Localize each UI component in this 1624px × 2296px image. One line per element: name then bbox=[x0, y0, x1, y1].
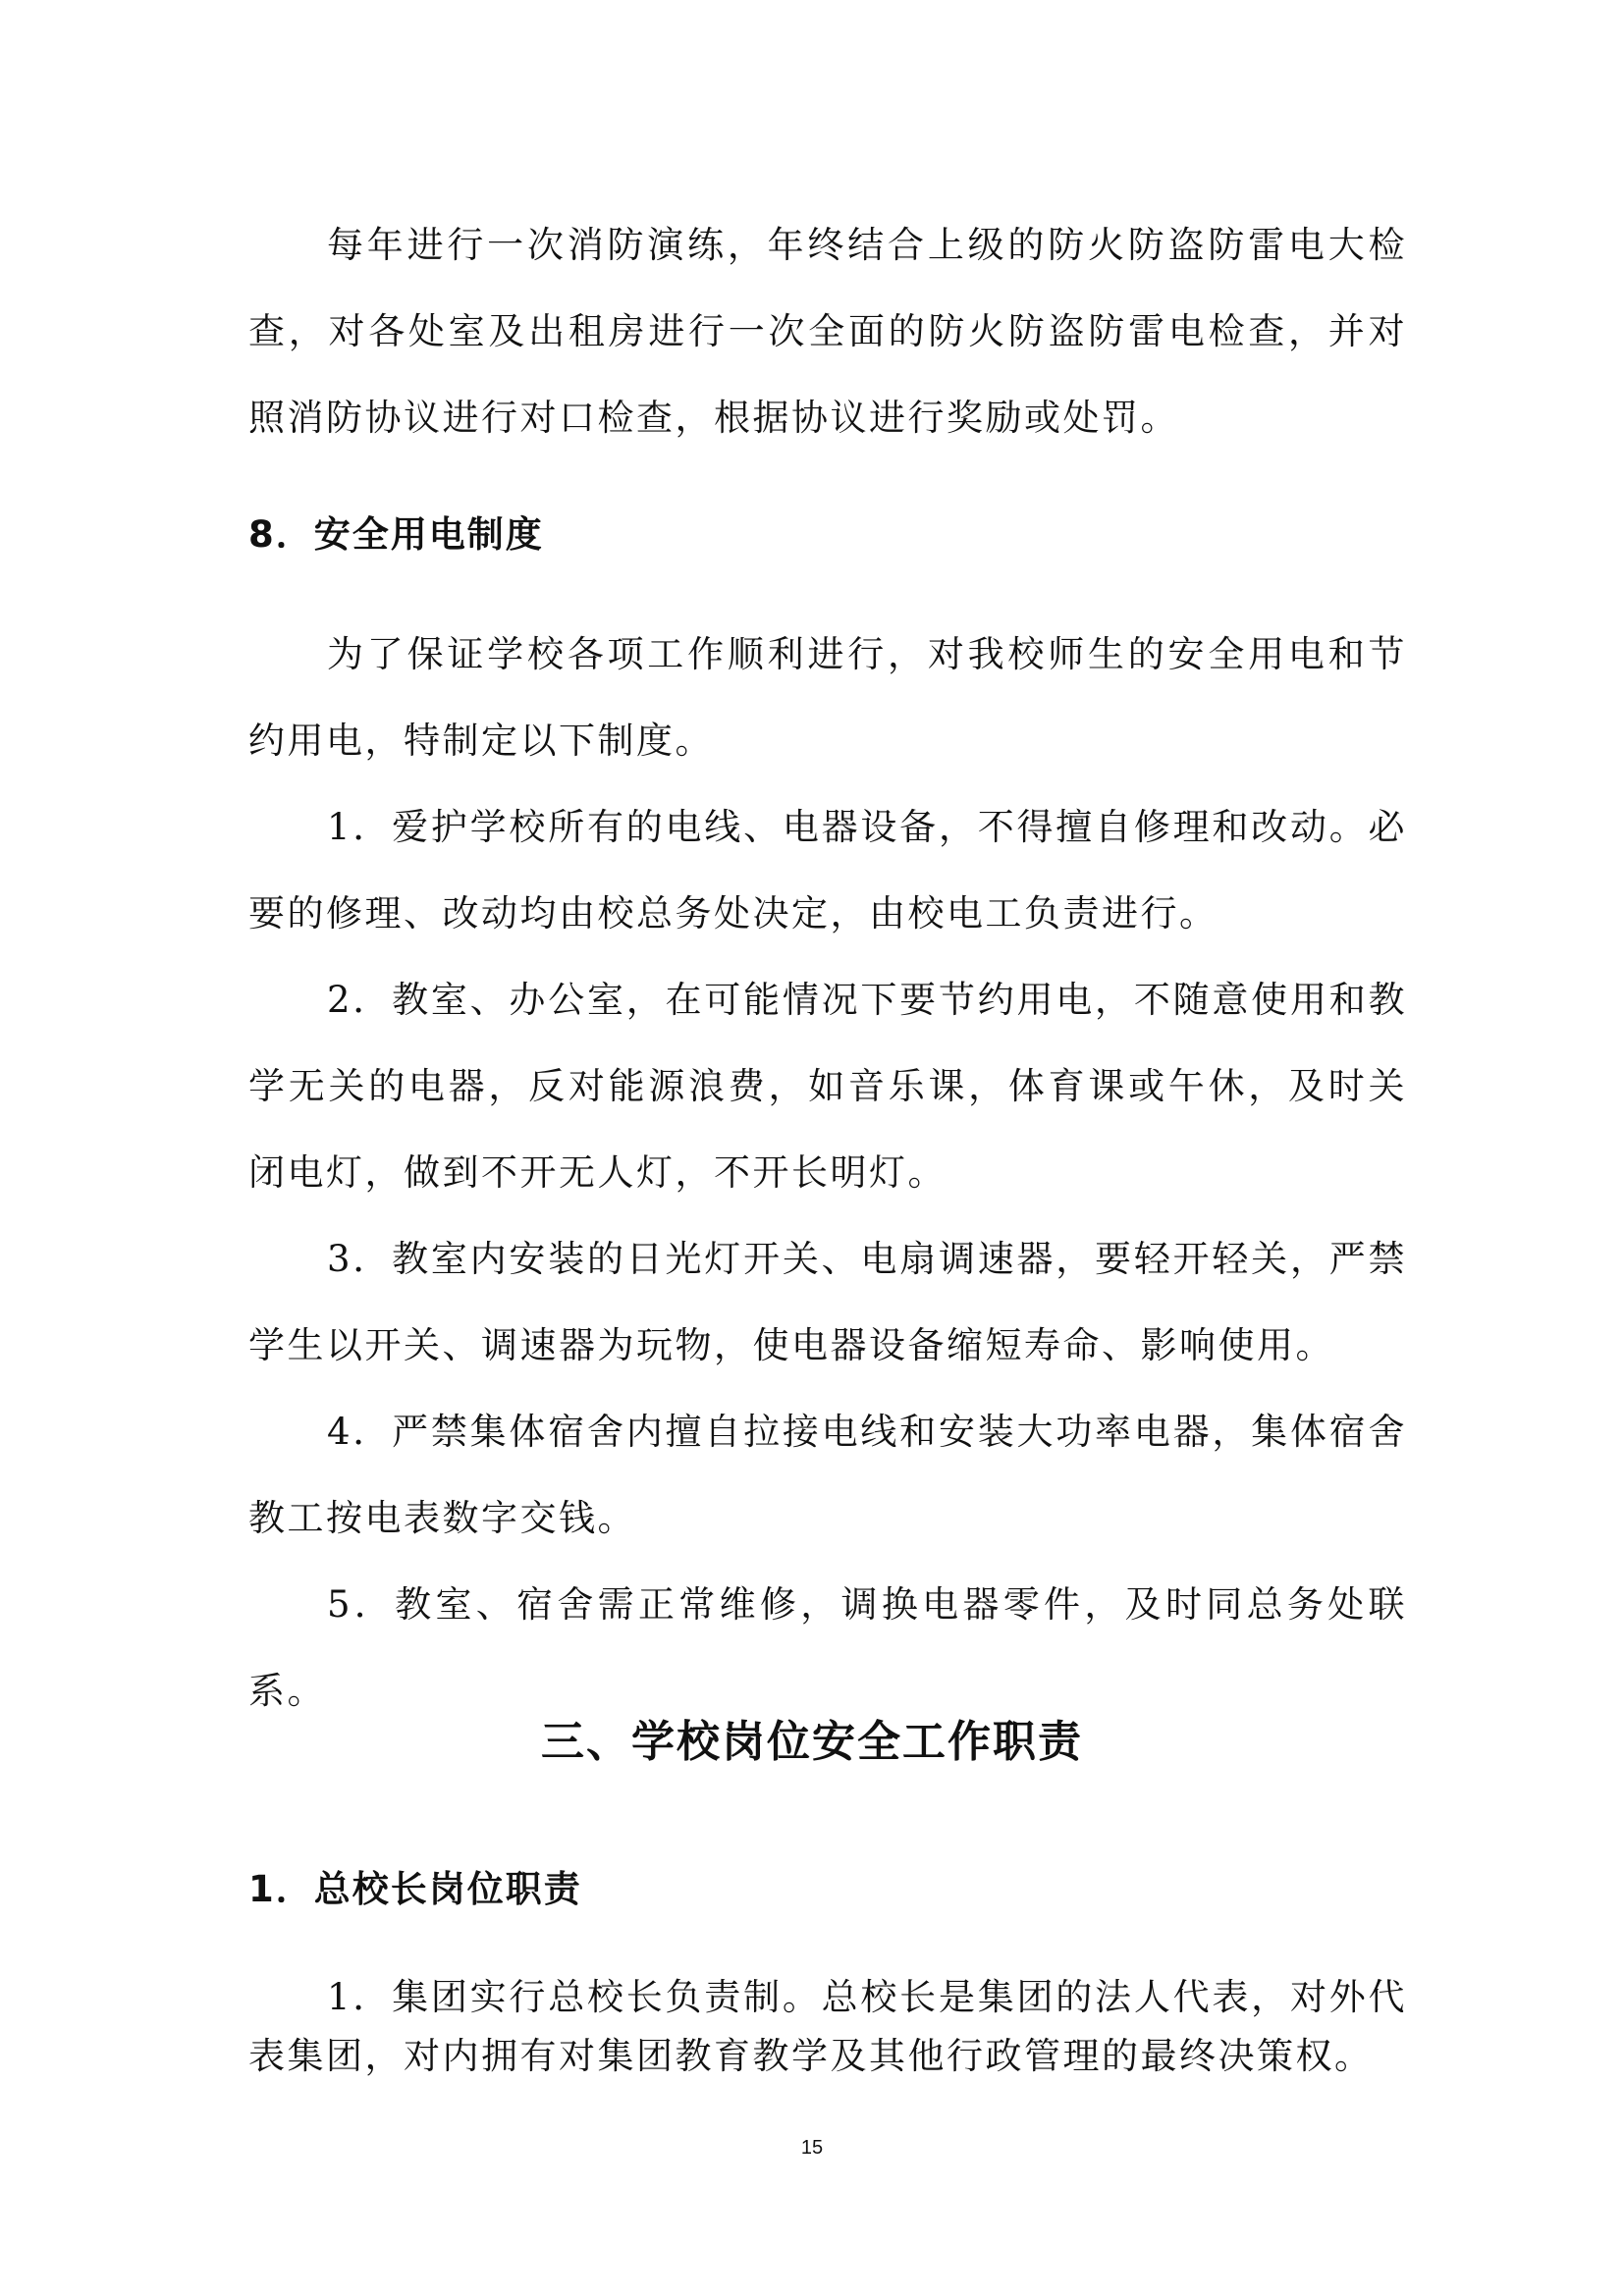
section-8-body bbox=[248, 612, 1407, 1735]
paragraph-fire-drill: 每年进行一次消防演练，年终结合上级的防火防盗防雷电大检查，对各处室及出租房进行一次全面的防火防盗防雷电检查，并对照消防协议进行对口检查，根据协议进行奖励或处罚。 bbox=[248, 224, 1407, 439]
subsection-heading-block bbox=[248, 1865, 1407, 1914]
subsection-heading: 1．总校长岗位职责 bbox=[248, 1868, 582, 1910]
subsection-body bbox=[248, 1968, 1407, 2086]
chapter-heading: 三、学校岗位安全工作职责 bbox=[541, 1717, 1083, 1767]
section-8-heading-block bbox=[248, 510, 1407, 560]
rule-item-5: 5．教室、宿舍需正常维修，调换电器零件，及时同总务处联系。 bbox=[248, 1583, 1407, 1712]
section-intro-paragraph: 为了保证学校各项工作顺利进行，对我校师生的安全用电和节约用电，特制定以下制度。 bbox=[248, 633, 1407, 762]
section-heading: 8．安全用电制度 bbox=[248, 513, 544, 556]
rule-item-1: 1．爱护学校所有的电线、电器设备，不得擅自修理和改动。必要的修理、改动均由校总务处决定，由校电工负责进行。 bbox=[248, 806, 1407, 934]
rule-item-2: 2．教室、办公室，在可能情况下要节约用电，不随意使用和教学无关的电器，反对能源浪费，如音乐课，体育课或午休，及时关闭电灯，做到不开无人灯，不开长明灯。 bbox=[248, 979, 1407, 1194]
continuation-block bbox=[248, 202, 1407, 461]
duty-item-1: 1．集团实行总校长负责制。总校长是集团的法人代表，对外代表集团，对内拥有对集团教育教学及其他行政管理的最终决策权。 bbox=[248, 1976, 1407, 2077]
page-number: 15 bbox=[800, 2137, 824, 2159]
rule-item-3: 3．教室内安装的日光灯开关、电扇调速器，要轻开轻关，严禁学生以开关、调速器为玩物，使电器设备缩短寿命、影响使用。 bbox=[248, 1238, 1407, 1366]
rule-item-4: 4．严禁集体宿舍内擅自拉接电线和安装大功率电器，集体宿舍教工按电表数字交钱。 bbox=[248, 1411, 1407, 1539]
